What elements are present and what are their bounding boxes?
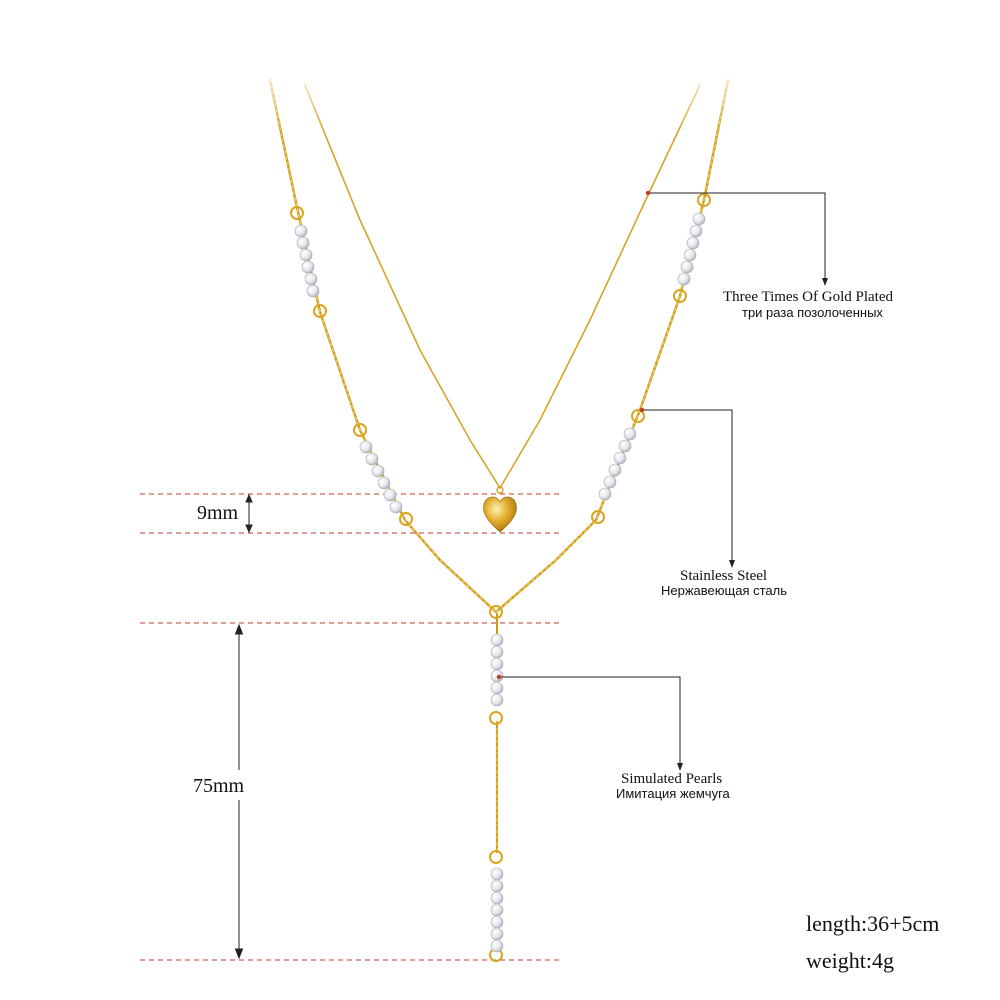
weight-spec: weight:4g — [806, 948, 894, 973]
pearl-bead-icon — [491, 634, 503, 646]
pearl-bead-icon — [491, 880, 503, 892]
arrow-down-icon — [729, 560, 735, 568]
plating-callout-en: Three Times Of Gold Plated — [723, 289, 893, 305]
material-callout-ru: Нержавеющая сталь — [661, 583, 787, 598]
pearl-bead-icon — [491, 670, 503, 682]
pearl-bead-icon — [491, 916, 503, 928]
pearl-bead-icon — [614, 452, 626, 464]
plating-callout-ru: три раза позолоченных — [742, 305, 883, 320]
pearl-bead-icon — [684, 249, 696, 261]
leader-material — [642, 410, 732, 566]
arrow-down-icon — [822, 278, 828, 286]
leader-pearls — [499, 677, 680, 769]
jump-rings — [291, 194, 710, 961]
pearl-bead-icon — [690, 225, 702, 237]
leader-plating — [648, 193, 825, 284]
material-callout-en: Stainless Steel — [680, 568, 768, 584]
pearl-bead-icon — [491, 940, 503, 952]
pearl-bead-icon — [297, 237, 309, 249]
pearl-bead-icon — [372, 465, 384, 477]
jump-ring-icon — [400, 513, 412, 525]
inner-chain — [305, 85, 700, 488]
pendant-height-label: 9mm — [197, 502, 239, 524]
jump-ring-icon — [490, 851, 502, 863]
callout-leaders — [499, 193, 825, 769]
pearl-bead-icon — [619, 440, 631, 452]
arrow-up-icon — [236, 625, 243, 634]
leader-dot-icon — [497, 675, 501, 679]
pearl-bead-icon — [609, 464, 621, 476]
pearl-bead-icon — [307, 285, 319, 297]
pearl-bead-icon — [604, 476, 616, 488]
pearl-bead-icon — [491, 868, 503, 880]
drop-length-label: 75mm — [193, 775, 245, 797]
pearl-bead-icon — [384, 489, 396, 501]
dimension-arrows — [236, 495, 253, 958]
pearl-bead-icon — [491, 892, 503, 904]
pearl-bead-icon — [378, 477, 390, 489]
pearl-bead-icon — [295, 225, 307, 237]
pearl-bead-icon — [302, 261, 314, 273]
pearl-bead-icon — [491, 904, 503, 916]
arrow-up-icon — [246, 495, 252, 502]
pearl-bead-icon — [624, 428, 636, 440]
pearl-bead-icon — [678, 273, 690, 285]
pearls-callout-ru: Имитация жемчуга — [616, 786, 730, 801]
pearl-bead-icon — [491, 682, 503, 694]
length-spec: length:36+5cm — [806, 911, 940, 936]
pearl-bead-icon — [491, 646, 503, 658]
pearl-bead-icon — [491, 694, 503, 706]
arrow-down-icon — [677, 763, 683, 771]
pearl-bead-icon — [599, 488, 611, 500]
pearl-bead-icon — [366, 453, 378, 465]
pearl-bead-icon — [360, 441, 372, 453]
arrow-down-icon — [246, 525, 252, 532]
leader-dot-icon — [646, 191, 650, 195]
pearl-bead-icon — [681, 261, 693, 273]
pearl-bead-icon — [491, 658, 503, 670]
leader-dot-icon — [640, 408, 644, 412]
pearl-bead-icon — [305, 273, 317, 285]
arrow-down-icon — [236, 949, 243, 958]
pearls — [295, 213, 705, 952]
pearls-callout-en: Simulated Pearls — [621, 771, 723, 787]
pearl-bead-icon — [693, 213, 705, 225]
pearl-bead-icon — [300, 249, 312, 261]
pearl-bead-icon — [390, 501, 402, 513]
pearl-bead-icon — [491, 928, 503, 940]
outer-chain — [270, 80, 728, 612]
pearl-bead-icon — [687, 237, 699, 249]
